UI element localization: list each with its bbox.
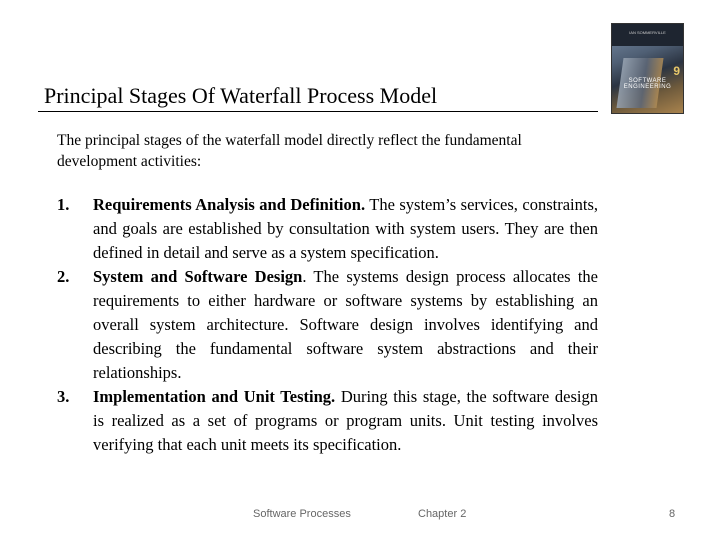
cover-header-band	[612, 24, 683, 46]
stages-list	[57, 193, 598, 457]
footer-section-label: Software Processes	[253, 508, 351, 520]
stage-description: . The systems design process allocates the requirements to either hardware or software systems by establishing an overall system architecture. Software design involves identifying and describing the fundamental software system abstractions and their relationships.	[93, 267, 598, 382]
stage-description: The system’s services, constraints, and goals are established by consultation with system users. They are then defined in detail and serve as a system specification.	[93, 195, 598, 262]
footer-chapter-label: Chapter 2	[418, 508, 467, 520]
stage-number: 2.	[57, 267, 70, 286]
title-divider	[38, 111, 598, 112]
stage-item	[57, 193, 598, 265]
stage-number: 3.	[57, 387, 70, 406]
stage-item	[57, 385, 598, 457]
stage-number: 1.	[57, 195, 70, 214]
footer-page-number: 8	[669, 508, 676, 520]
cover-author: IAN SOMMERVILLE	[629, 30, 666, 35]
intro-paragraph: The principal stages of the waterfall model directly reflect the fundamental development activities:	[57, 132, 522, 170]
book-cover-image	[611, 23, 684, 114]
cover-edition: 9	[673, 64, 680, 78]
stage-heading: Implementation and Unit Testing.	[93, 387, 336, 406]
stage-description: During this stage, the software design is realized as a set of programs or program units. Unit testing involves verifying that each unit meets its specification.	[93, 387, 598, 454]
slide-title: Principal Stages Of Waterfall Process Model	[44, 83, 438, 108]
cover-title: SOFTWARE ENGINEERING	[623, 78, 672, 90]
stage-heading: System and Software Design	[93, 267, 303, 286]
stage-item	[57, 265, 598, 385]
stage-heading: Requirements Analysis and Definition.	[93, 195, 366, 214]
